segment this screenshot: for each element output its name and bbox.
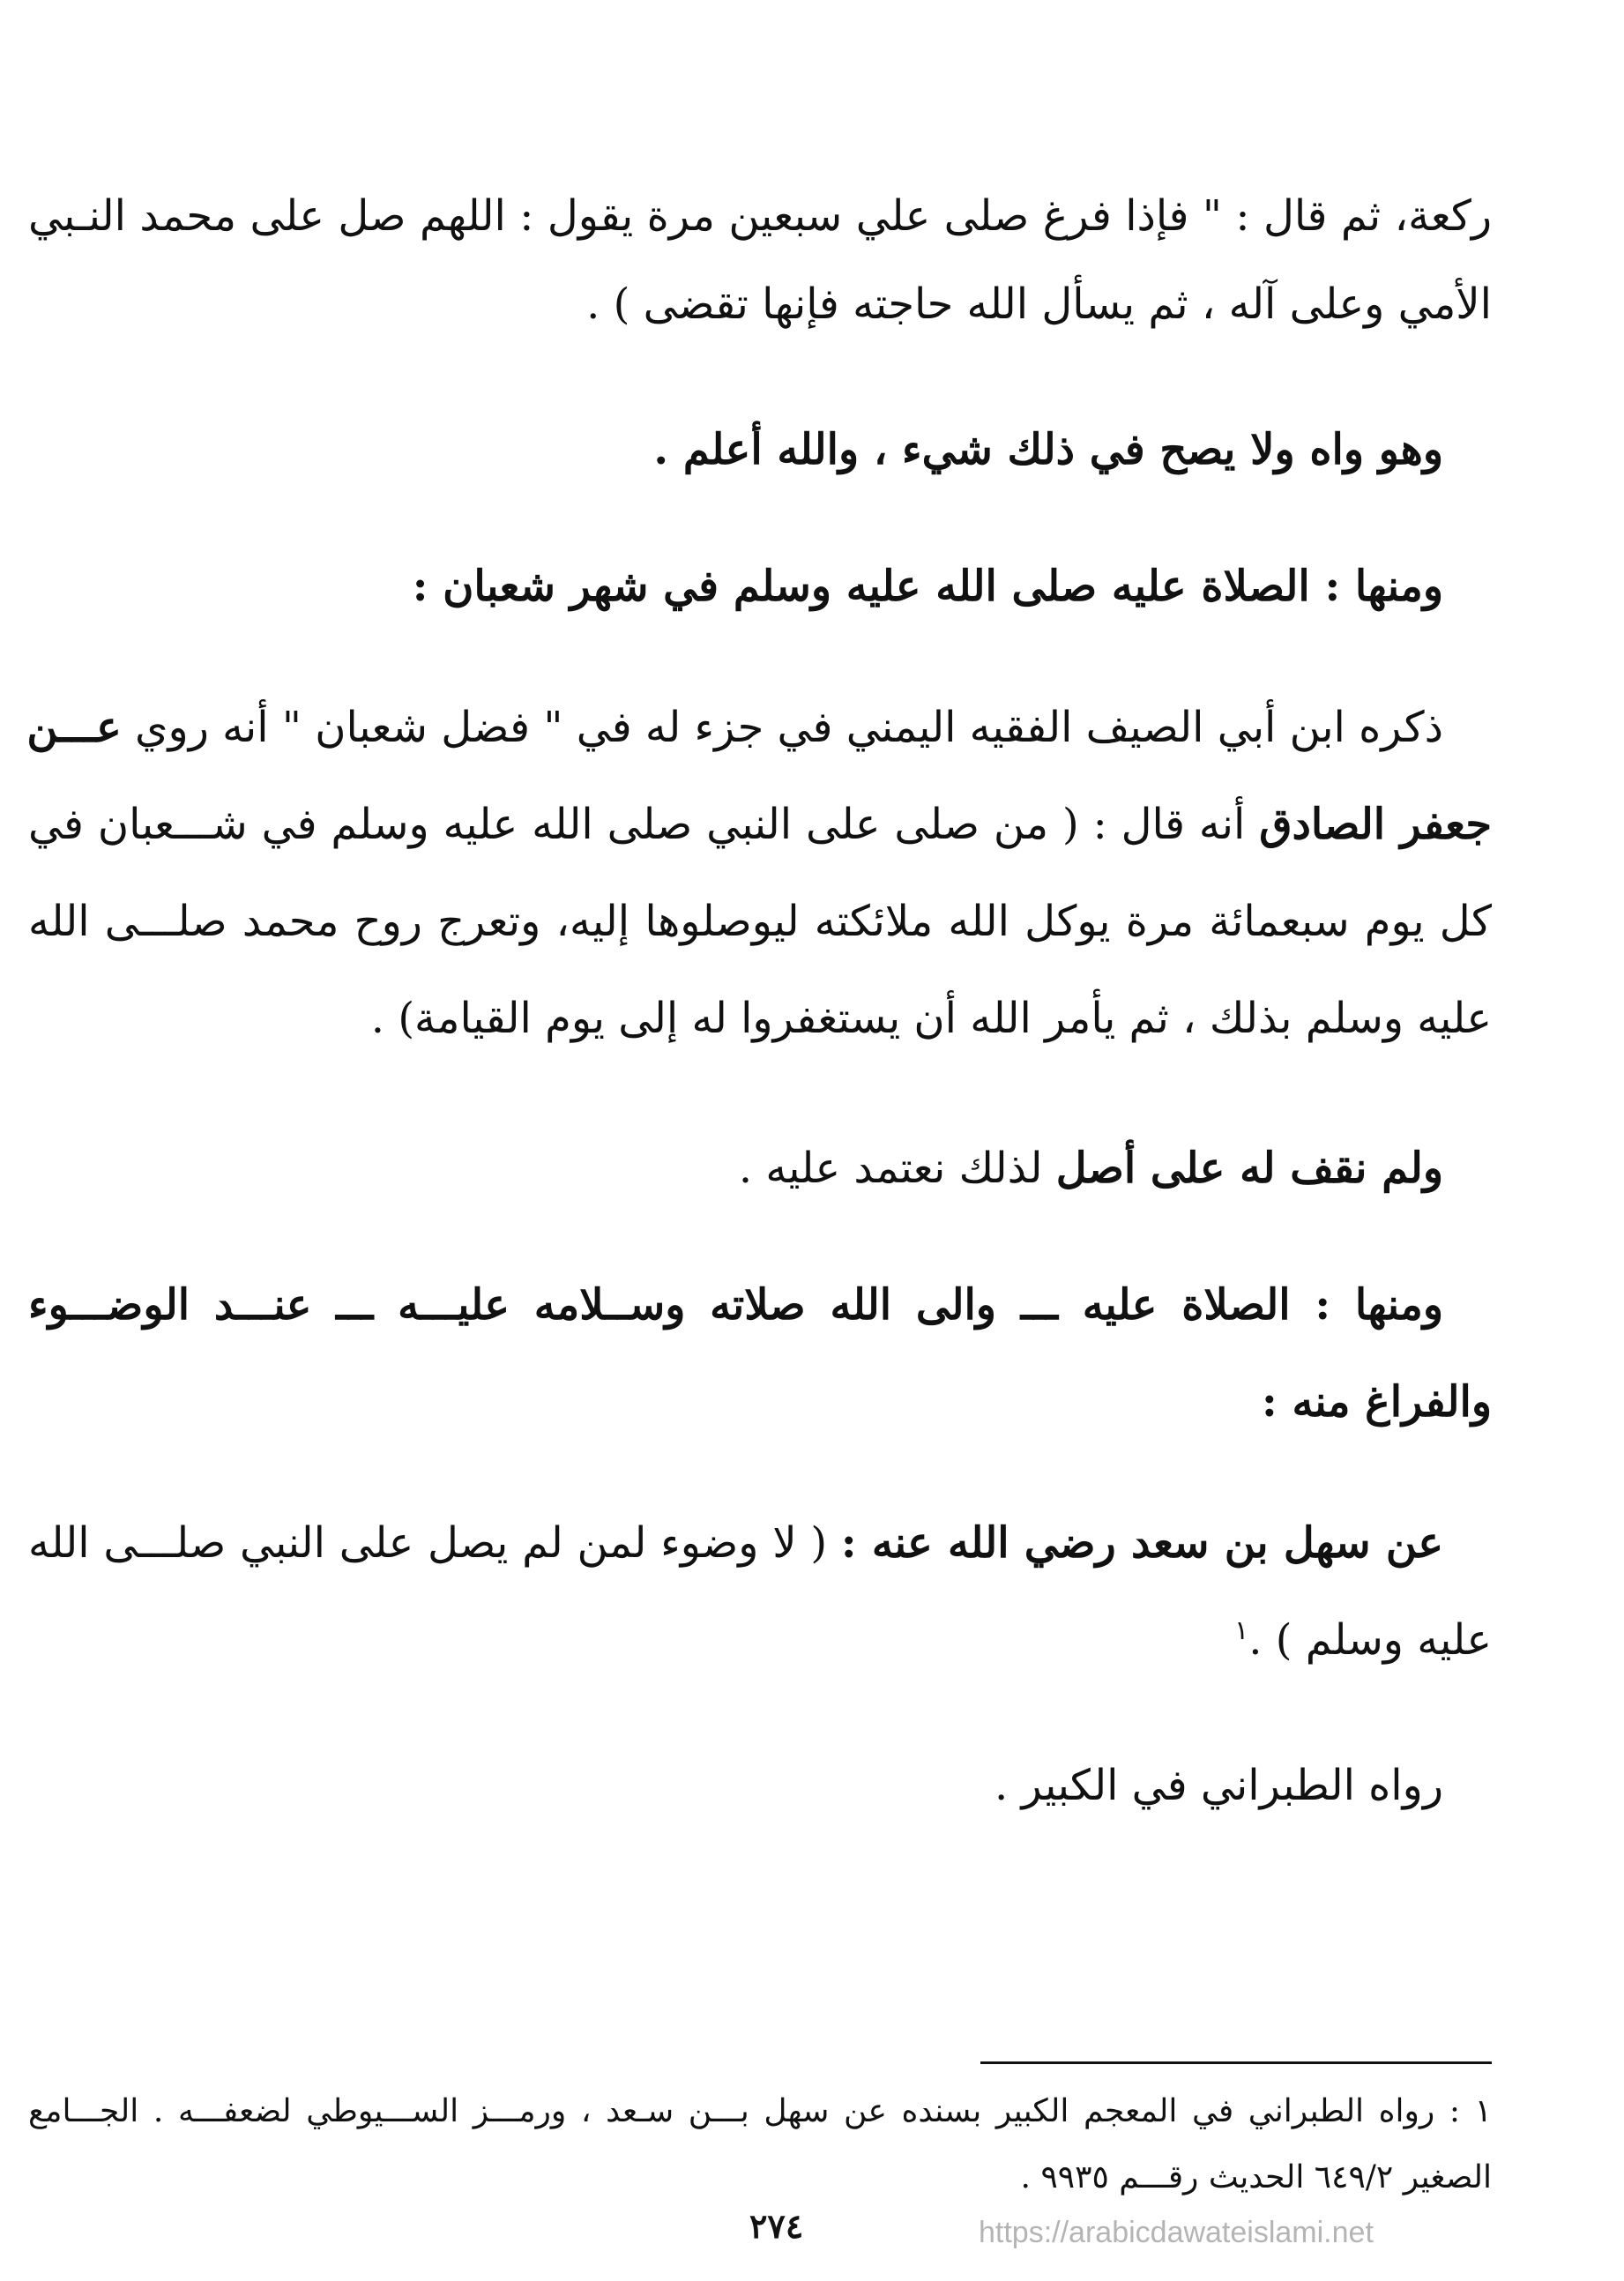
footnote-line-2: الصغير ٦٤٩/٢ الحديث رقـــم ٩٩٣٥ .: [1020, 2159, 1492, 2195]
footnote-separator: [980, 2061, 1492, 2064]
text-line-12-bold: عن سهل بن سعد رضي الله عنه :: [840, 1518, 1443, 1568]
text-line-9: [739, 1133, 1443, 1204]
text-line-8: عليه وسلم بذلك ، ثم يأمر الله أن يستغفروا له إلى يوم القيامة) .: [370, 994, 1492, 1043]
text-line-7: كل يوم سبعمائة مرة يوكل الله ملائكته ليوصلوها إليه، وتعرج روح محمد صلـــى الله: [28, 897, 1492, 946]
footnote-line-1: ١ : رواه الطبراني في المعجم الكبير بسنده عن سهل بـــن سـعد ، ورمـــز الســـيوطي لضعفـــه . الجـــامع: [28, 2093, 1492, 2129]
narrator-name: جعفر الصادق: [1259, 800, 1492, 849]
text-line-6-main: أنه قال : ( من صلى على النبي صلى الله عليه وسلم في شـــعبان في: [28, 800, 1246, 849]
text-line-9-main: لذلك نعتمد عليه .: [738, 1144, 1043, 1193]
text-line-12: [28, 1508, 1443, 1578]
text-line-13-main: عليه وسلم ) .: [1248, 1615, 1492, 1665]
text-line-9-bold: ولم نقف له على أصل: [1055, 1144, 1443, 1193]
text-line-5-main: ذكره ابن أبي الصيف الفقيه اليمني في جزء له في " فضل شعبان " أنه روي: [134, 703, 1443, 752]
watermark: https://arabicdawateislami.net: [979, 2216, 1374, 2249]
text-line-13: [1234, 1605, 1492, 1675]
section-heading-shaban: ومنها : الصلاة عليه صلى الله عليه وسلم في شهر شعبان :: [412, 562, 1443, 611]
text-line-2: الأمي وعلى آله ، ثم يسأل الله حاجته فإنها تقضى ) .: [586, 280, 1492, 329]
section-heading-wudu-cont: والفراغ منه :: [1262, 1377, 1492, 1427]
page-number: ٢٧٤: [749, 2206, 804, 2246]
text-line-1: ركعة، ثم قال : " فإذا فرغ صلى علي سبعين مرة يقول : اللهم صل على محمد النـبي: [28, 191, 1493, 241]
text-line-5: [28, 692, 1443, 763]
text-line-3: وهو واه ولا يصح في ذلك شيء ، والله أعلم .: [653, 425, 1443, 474]
text-line-12-main: ( لا وضوء لمن لم يصل على النبي صلـــى الله: [28, 1518, 828, 1568]
text-line-14: رواه الطبراني في الكبير .: [994, 1761, 1443, 1810]
text-line-5-bold: عـــن: [26, 703, 122, 752]
section-heading-wudu: ومنها : الصلاة عليه ـــ والى الله صلاته وســلامه عليـــه ـــ عنـــد الوضـــوء: [28, 1280, 1443, 1330]
text-line-6: [28, 789, 1492, 860]
footnote-reference: ١: [1234, 1615, 1249, 1646]
